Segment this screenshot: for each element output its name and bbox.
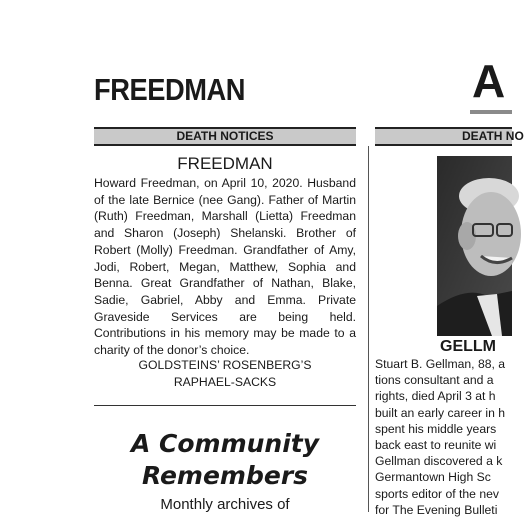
death-notices-bar: DEATH NOTICES bbox=[94, 127, 356, 146]
promo-subtitle: Monthly archives of bbox=[160, 496, 290, 513]
right-column-masthead: A bbox=[472, 55, 506, 107]
text-line: sports editor of the nev bbox=[375, 486, 499, 501]
column-divider bbox=[368, 146, 369, 512]
portrait-photo-icon bbox=[437, 156, 512, 336]
funeral-home-line: GOLDSTEINS’ ROSENBERG’S bbox=[138, 358, 312, 372]
page-surname-heading: FREEDMAN bbox=[94, 72, 246, 107]
notice-name-right: GELLM bbox=[440, 338, 496, 355]
promo-title: A Community bbox=[130, 429, 320, 458]
notice-body: Howard Freedman, on April 10, 2020. Husband of the late Bernice (nee Gang). Father of Martin (Ruth) Freedman, Marshall (Lietta) Freedman and Sharon (Joseph) Shelanski. Brother of Robert (Molly) Freedman. Grandfather of Amy, Jodi, Robert, Megan, Matthew, Sophia and Benna. Great Grandfather of Nathan, Blake, Sadie, Gabriel, Abby and Emma. Private Graveside Services are being held. Contributions in his memory may be made to a charity of the donor’s choice. bbox=[94, 176, 356, 358]
funeral-home-line: RAPHAEL-SACKS bbox=[173, 375, 277, 389]
masthead-rule bbox=[470, 110, 512, 114]
section-rule bbox=[94, 405, 356, 406]
death-notices-bar-right: DEATH NO bbox=[375, 127, 512, 146]
text-line: spent his middle years bbox=[375, 421, 497, 436]
text-line: rights, died April 3 at h bbox=[375, 389, 496, 404]
notice-name: FREEDMAN bbox=[177, 154, 273, 173]
text-line: Gellman discovered a k bbox=[375, 454, 503, 469]
text-line: for The Evening Bulleti bbox=[375, 502, 498, 517]
text-line: built an early career in h bbox=[375, 405, 506, 420]
notice-body-right bbox=[375, 356, 512, 518]
text-line: back east to reunite wi bbox=[375, 438, 497, 453]
text-line: Stuart B. Gellman, 88, a bbox=[375, 357, 506, 371]
promo-title: Remembers bbox=[141, 461, 309, 490]
text-line: tions consultant and a bbox=[375, 373, 494, 388]
text-line: Germantown High Sc bbox=[375, 470, 491, 485]
